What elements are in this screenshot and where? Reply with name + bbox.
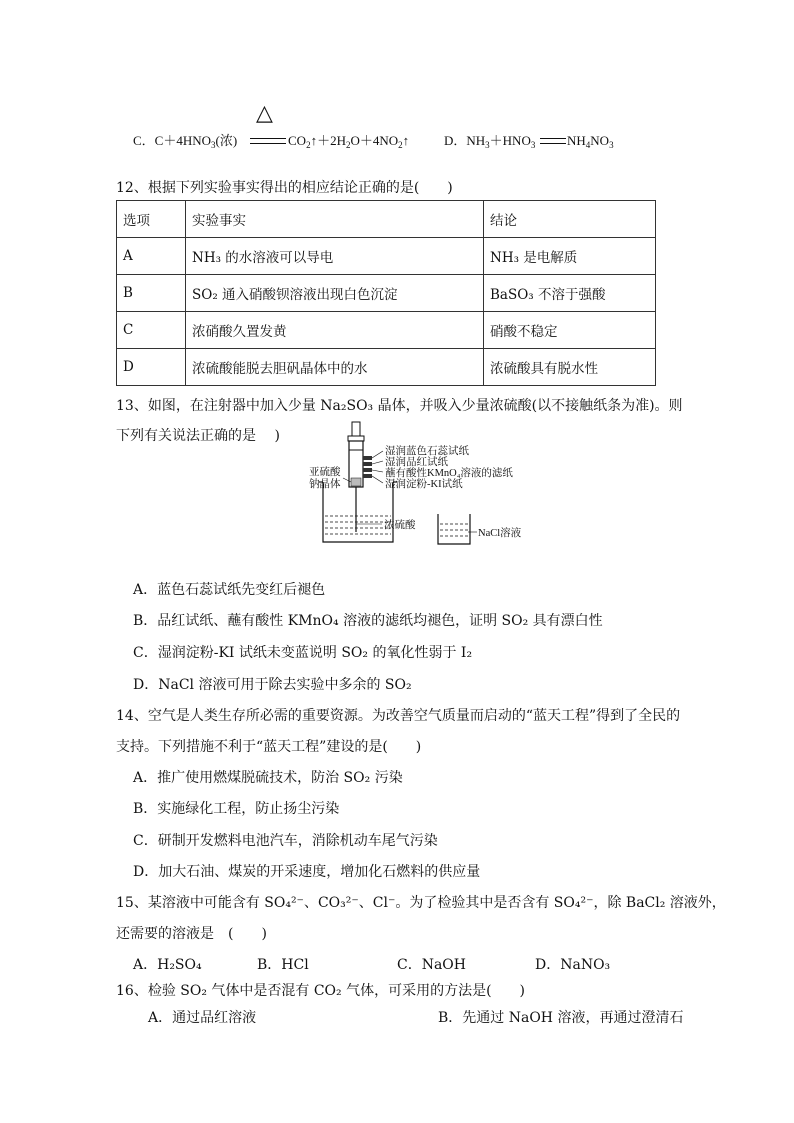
q12-stem: 12、根据下列实验事实得出的相应结论正确的是( ): [116, 180, 453, 196]
q13-option-a: A．蓝色石蕊试纸先变红后褪色: [133, 582, 326, 598]
q13-option-c: C．湿润淀粉-KI 试纸未变蓝说明 SO₂ 的氧化性弱于 I₂: [133, 645, 473, 661]
crystal-fill: [351, 478, 361, 486]
q15-option-a: A．H₂SO₄: [133, 957, 202, 973]
q11-option-c-products: $CO_2↑+2H_2O+4NO_2↑$: [288, 133, 410, 150]
q14-stem-line2: 支持。下列措施不利于“蓝天工程”建设的是( ): [116, 739, 422, 755]
q15-option-d: D．NaNO₃: [535, 957, 611, 973]
table-row: [117, 312, 656, 349]
q16-stem: 16、检验 SO₂ 气体中是否混有 CO₂ 气体，可采用的方法是( ): [116, 983, 526, 999]
label-kmno4-paper: 蘸有酸性KMnO₄溶液的滤纸: [385, 468, 513, 479]
q14-option-c: C．研制开发燃料电池汽车，消除机动车尾气污染: [133, 833, 438, 849]
q14-option-d: D．加大石油、煤炭的开采速度，增加化石燃料的供应量: [133, 864, 481, 880]
table-cell: A: [117, 238, 186, 275]
label-sodium-sulfite-1: 亚硫酸: [309, 467, 341, 478]
label-sodium-sulfite-2: 钠晶体: [309, 479, 341, 490]
table-cell: 浓硫酸具有脱水性: [484, 349, 656, 386]
reaction-equals-d: [540, 138, 566, 144]
table-cell: BaSO₃ 不溶于强酸: [484, 275, 656, 312]
syringe-apparatus-diagram: [305, 420, 535, 550]
q13-option-b: B．品红试纸、蘸有酸性 KMnO₄ 溶液的滤纸均褪色，证明 SO₂ 具有漂白性: [133, 613, 603, 629]
q16-option-a: A．通过品红溶液: [148, 1010, 257, 1026]
paper-strip: [363, 456, 372, 460]
table-header-row: [117, 201, 656, 238]
paper-strip: [363, 462, 372, 466]
table-cell: 硝酸不稳定: [484, 312, 656, 349]
label-starch-ki-paper: 湿润淀粉-KI试纸: [385, 479, 463, 490]
q12-table: [116, 200, 656, 386]
table-row: [117, 275, 656, 312]
q13-option-d: D．NaCl 溶液可用于除去实验中多余的 SO₂: [133, 677, 412, 693]
header-cell: 结论: [484, 201, 656, 238]
header-cell: 选项: [117, 201, 186, 238]
q16-option-b: B．先通过 NaOH 溶液，再通过澄清石: [438, 1010, 684, 1026]
table-row: [117, 349, 656, 386]
q14-option-a: A．推广使用燃煤脱硫技术，防治 SO₂ 污染: [133, 770, 403, 786]
reaction-equals: [250, 138, 286, 144]
table-cell: NH₃ 是电解质: [484, 238, 656, 275]
label-nacl-solution: NaCl溶液: [478, 528, 522, 539]
table-cell: SO₂ 通入硝酸钡溶液出现白色沉淀: [186, 275, 484, 312]
table-cell: C: [117, 312, 186, 349]
q14-option-b: B．实施绿化工程，防止扬尘污染: [133, 801, 340, 817]
label-blue-litmus: 湿润蓝色石蕊试纸: [385, 446, 469, 457]
q13-stem-line2: 下列有关说法正确的是 ): [116, 428, 280, 444]
beaker-nacl: [438, 514, 470, 544]
table-row: [117, 238, 656, 275]
table-cell: 浓硫酸能脱去胆矾晶体中的水: [186, 349, 484, 386]
q14-stem-line1: 14、空气是人类生存所必需的重要资源。为改善空气质量而启动的“蓝天工程”得到了全民的: [116, 708, 681, 724]
table-cell: B: [117, 275, 186, 312]
heat-triangle-icon: △: [256, 101, 273, 126]
q11-option-d-product: $NH_4NO_3$: [567, 133, 614, 150]
table-cell: 浓硝酸久置发黄: [186, 312, 484, 349]
paper-strip: [363, 474, 372, 478]
beaker-acid: [323, 482, 393, 542]
q15-stem-line1: 15、某溶液中可能含有 SO₄²⁻、CO₃²⁻、Cl⁻。为了检验其中是否含有 SO₄²⁻，除 BaCl₂ 溶液外，: [116, 895, 726, 911]
paper-strip: [363, 468, 372, 472]
q15-option-c: C．NaOH: [397, 957, 466, 973]
q13-stem-line1: 13、如图，在注射器中加入少量 Na₂SO₃ 晶体，并吸入少量浓硫酸(以不接触纸条为准)。则: [116, 398, 683, 414]
q15-stem-line2: 还需要的溶液是 ( ): [116, 926, 267, 942]
label-pinkred-paper: 湿润品红试纸: [385, 457, 448, 468]
table-cell: NH₃ 的水溶液可以导电: [186, 238, 484, 275]
plunger-top: [352, 422, 360, 436]
table-cell: D: [117, 349, 186, 386]
label-conc-sulfuric-acid: 浓硫酸: [384, 520, 416, 531]
q11-option-c: C．$C+4HNO_3$(浓): [133, 133, 238, 150]
plunger-handle: [348, 436, 364, 441]
q11-option-d: D．$NH_3+HNO_3$: [444, 133, 536, 150]
q15-option-b: B．HCl: [257, 957, 309, 973]
header-cell: 实验事实: [186, 201, 484, 238]
